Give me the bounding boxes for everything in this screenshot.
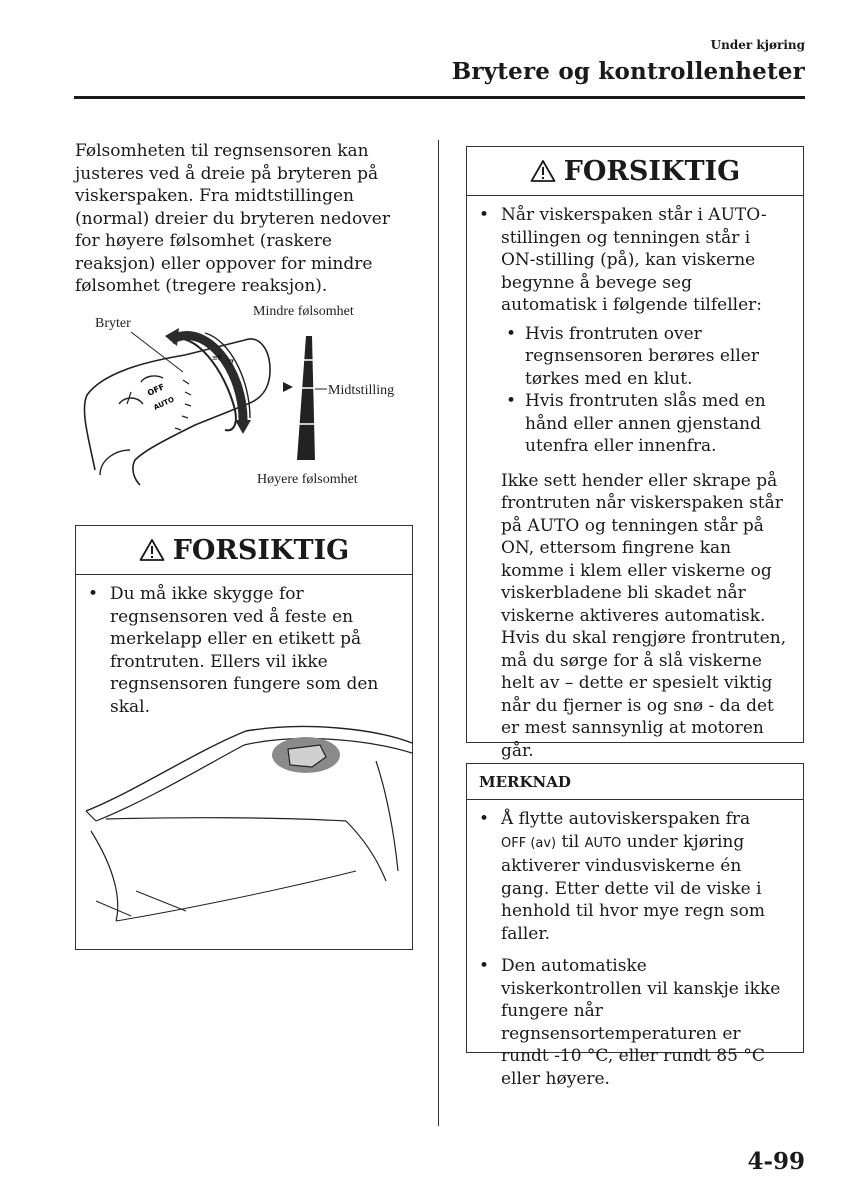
intro-paragraph: Følsomheten til regnsensoren kan justeres ved å dreie på bryteren på viskerspaken. Fra midtstillingen (normal) dreier du bryteren nedover for høyere følsomhet (raskere reaksjon) eller oppover for mindre følsomhet (tregere reaksjon). (75, 141, 390, 296)
lever-off-text: OFF (146, 382, 166, 398)
sub-list-item: • Hvis frontruten over regnsensoren berøres eller tørkes med en klut. (501, 323, 789, 391)
lever-auto-text: AUTO (152, 395, 176, 412)
caution-header-left (76, 526, 412, 575)
caution-list-left (76, 583, 412, 718)
caution-header-right (467, 147, 803, 196)
sub-list-item: • Hvis frontruten slås med en hånd eller annen gjenstand utenfra eller innenfra. (501, 390, 789, 458)
header-rule (74, 96, 805, 99)
auto-label: AUTO (584, 835, 622, 851)
caution-title-left: FORSIKTIG (172, 534, 350, 566)
list-item (467, 808, 789, 945)
caution-box-right (466, 146, 804, 761)
windshield-sensor-illustration (76, 721, 412, 949)
caution-list-right (467, 204, 803, 762)
note-item1-pre: Å flytte autoviskerspaken fra (501, 809, 751, 829)
note-item1-post: under kjøring aktiverer vindusviskerne én gang. Etter dette vil de viske i henhold til hvor mye regn som faller. (501, 831, 765, 944)
page-number: 4-99 (747, 1148, 805, 1175)
note-title: MERKNAD (467, 764, 803, 800)
warning-triangle-icon (530, 159, 556, 183)
warning-triangle-icon (139, 538, 165, 562)
column-divider (438, 140, 439, 1126)
list-item: • Du må ikke skygge for regnsensoren ved å feste en merkelapp eller en etikett på frontruten. Ellers vil ikke regnsensoren fungere som den skal. (76, 583, 402, 718)
list-item: • Den automatiske viskerkontrollen vil kanskje ikke fungere når regnsensortemperaturen er rundt -10 °C, eller rundt 85 °C eller høyere. (467, 955, 789, 1090)
caution-paragraph-2: Hvis du skal rengjøre frontruten, må du sørge for å slå viskerne helt av – dette er spesielt viktig når du fjerner is og snø - da det er mest sannsynlig at motoren går. (501, 628, 787, 761)
note-list (467, 808, 803, 1090)
label-less-sensitivity: Mindre følsomhet (253, 304, 354, 319)
sub-list (501, 323, 789, 458)
caution-title-right: FORSIKTIG (563, 155, 741, 187)
note-box (466, 763, 804, 1089)
caution-box-left (75, 525, 413, 950)
caution-paragraph-1: Ikke sett hender eller skrape på frontruten når viskerspaken står på AUTO og tenningen står på ON, ettersom fingrene kan komme i klem eller viskerne og viskerbladene bli skadet når viskerne aktiveres automatisk. (501, 470, 783, 626)
note-item1-mid: til (561, 831, 580, 852)
page-title: Brytere og kontrollenheter (451, 58, 805, 85)
off-label: OFF (av) (501, 835, 557, 851)
svg-text:≡F: ≡F (212, 354, 222, 362)
caution-main-text: Når viskerspaken står i AUTO-stillingen og tenningen står i ON-stilling (på), kan viskerne begynne å bevege seg automatisk i følgende tilfeller: (501, 205, 767, 315)
label-more-sensitivity: Høyere følsomhet (257, 472, 358, 487)
label-switch: Bryter (95, 316, 131, 331)
section-name: Under kjøring (710, 38, 805, 52)
list-item (467, 204, 789, 762)
wiper-lever-figure (75, 300, 415, 500)
label-middle-position: Midtstilling (328, 383, 395, 398)
